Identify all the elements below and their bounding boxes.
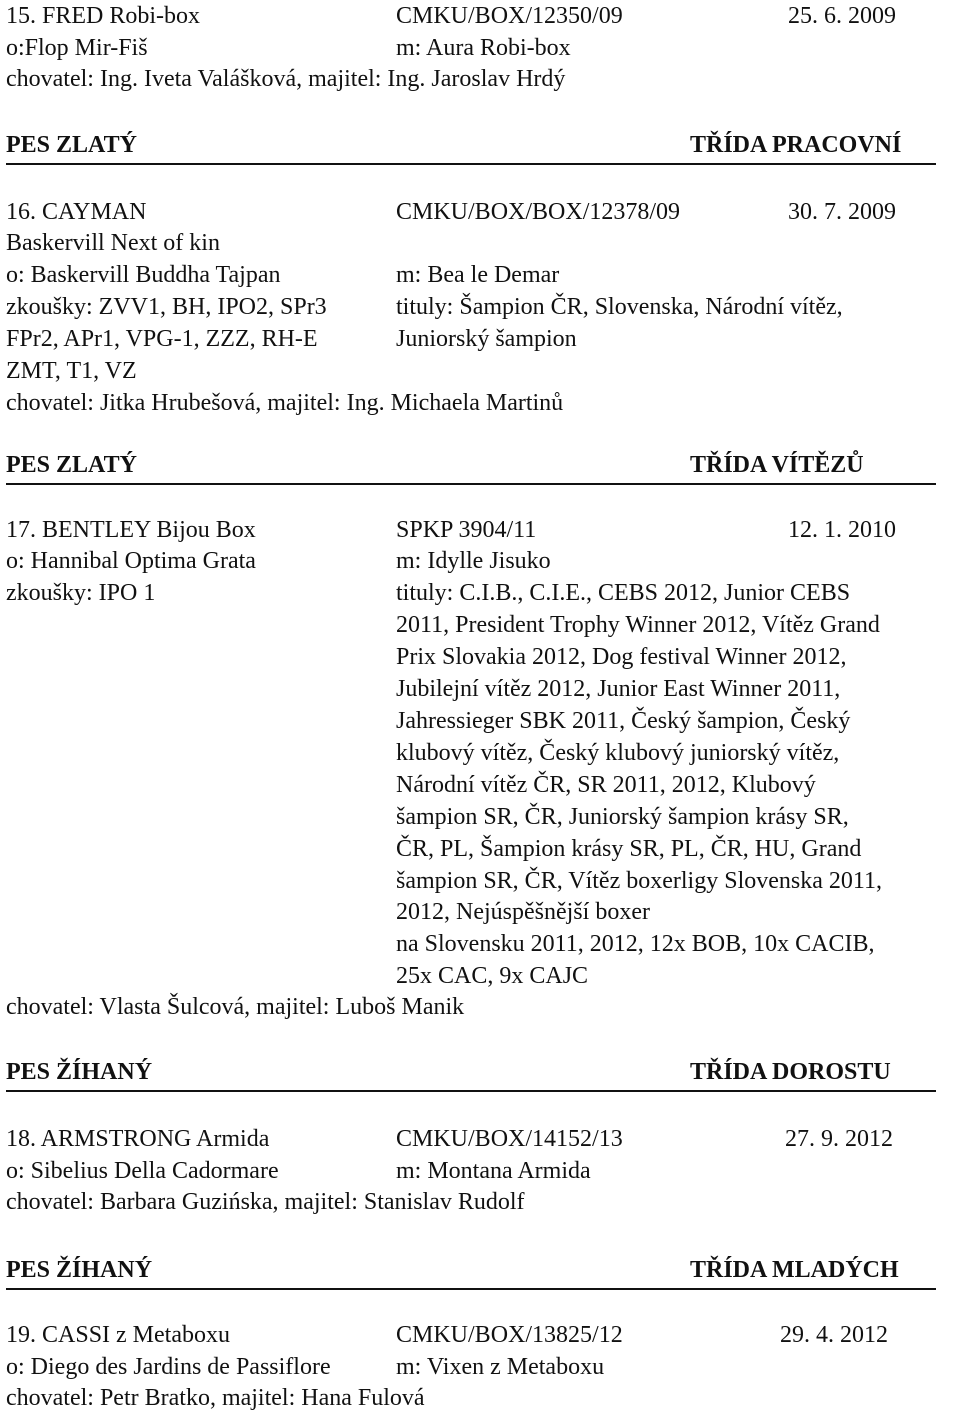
section-header-3-left: PES ŽÍHANÝ xyxy=(6,1059,153,1085)
entry-16-titles-1: tituly: Šampion ČR, Slovenska, Národní vítěz, xyxy=(396,294,843,320)
entry-17-titles-13: 25x CAC, 9x CAJC xyxy=(396,963,589,989)
entry-17-titles-5: Jahressieger SBK 2011, Český šampion, Český xyxy=(396,708,851,734)
section-header-3 xyxy=(6,1060,936,1092)
entry-17-father: o: Hannibal Optima Grata xyxy=(6,548,256,574)
section-header-4-right: TŘÍDA MLADÝCH xyxy=(690,1257,899,1283)
entry-15-mother: m: Aura Robi-box xyxy=(396,35,571,61)
entry-17-titles-10: šampion SR, ČR, Vítěz boxerligy Slovenska 2011, xyxy=(396,868,882,894)
section-header-1-left: PES ZLATÝ xyxy=(6,132,137,158)
entry-17-titles-4: Jubilejní vítěz 2012, Junior East Winner 2011, xyxy=(396,676,841,702)
entry-18-mother: m: Montana Armida xyxy=(396,1158,591,1184)
entry-15-owner: chovatel: Ing. Iveta Valášková, majitel: Ing. Jaroslav Hrdý xyxy=(6,66,566,92)
entry-17-titles-9: ČR, PL, Šampion krásy SR, PL, ČR, HU, Grand xyxy=(396,836,862,862)
entry-19-mother: m: Vixen z Metaboxu xyxy=(396,1354,605,1380)
entry-17-exams-1: zkoušky: IPO 1 xyxy=(6,580,156,606)
section-header-2-right: TŘÍDA VÍTĚZŮ xyxy=(690,452,864,478)
section-header-4 xyxy=(6,1258,936,1290)
entry-18-reg: CMKU/BOX/14152/13 xyxy=(396,1126,623,1152)
section-header-3-right: TŘÍDA DOROSTU xyxy=(690,1059,891,1085)
entry-17-titles-8: šampion SR, ČR, Juniorský šampion krásy SR, xyxy=(396,804,849,830)
section-header-1 xyxy=(6,133,936,165)
entry-19-date: 29. 4. 2012 xyxy=(780,1322,888,1348)
entry-17-titles-6: klubový vítěz, Český klubový juniorský vítěz, xyxy=(396,740,840,766)
entry-17-titles-11: 2012, Nejúspěšnější boxer xyxy=(396,899,650,925)
entry-18-date: 27. 9. 2012 xyxy=(785,1126,893,1152)
entry-15-name: 15. FRED Robi-box xyxy=(6,3,201,29)
entry-19-owner: chovatel: Petr Bratko, majitel: Hana Fulová xyxy=(6,1385,425,1411)
entry-17-titles-2: 2011, President Trophy Winner 2012, Vítěz Grand xyxy=(396,612,880,638)
entry-17-titles-3: Prix Slovakia 2012, Dog festival Winner 2012, xyxy=(396,644,847,670)
entry-16-kennel: Baskervill Next of kin xyxy=(6,230,220,256)
entry-19-name: 19. CASSI z Metaboxu xyxy=(6,1322,230,1348)
entry-18-owner: chovatel: Barbara Guzińska, majitel: Stanislav Rudolf xyxy=(6,1189,525,1215)
entry-16-exams-3: ZMT, T1, VZ xyxy=(6,358,137,384)
entry-19-father: o: Diego des Jardins de Passiflore xyxy=(6,1354,331,1380)
entry-16-mother: m: Bea le Demar xyxy=(396,262,560,288)
entry-16-reg: CMKU/BOX/BOX/12378/09 xyxy=(396,199,681,225)
section-header-1-right: TŘÍDA PRACOVNÍ xyxy=(690,132,902,158)
entry-17-reg: SPKP 3904/11 xyxy=(396,517,537,543)
section-header-2-left: PES ZLATÝ xyxy=(6,452,137,478)
entry-15-father: o:Flop Mir-Fiš xyxy=(6,35,148,61)
entry-17-owner: chovatel: Vlasta Šulcová, majitel: Luboš Manik xyxy=(6,994,465,1020)
entry-15-date: 25. 6. 2009 xyxy=(788,3,896,29)
entry-16-name: 16. CAYMAN xyxy=(6,199,147,225)
entry-17-titles-7: Národní vítěz ČR, SR 2011, 2012, Klubový xyxy=(396,772,816,798)
entry-16-father: o: Baskervill Buddha Tajpan xyxy=(6,262,281,288)
entry-16-date: 30. 7. 2009 xyxy=(788,199,896,225)
entry-16-exams-2: FPr2, APr1, VPG-1, ZZZ, RH-E xyxy=(6,326,318,352)
entry-16-exams-1: zkoušky: ZVV1, BH, IPO2, SPr3 xyxy=(6,294,327,320)
entry-19-reg: CMKU/BOX/13825/12 xyxy=(396,1322,623,1348)
entry-15-reg: CMKU/BOX/12350/09 xyxy=(396,3,623,29)
entry-17-mother: m: Idylle Jisuko xyxy=(396,548,551,574)
entry-16-titles-2: Juniorský šampion xyxy=(396,326,577,352)
entry-17-name: 17. BENTLEY Bijou Box xyxy=(6,517,256,543)
entry-16-owner: chovatel: Jitka Hrubešová, majitel: Ing. Michaela Martinů xyxy=(6,390,564,416)
entry-17-date: 12. 1. 2010 xyxy=(788,517,896,543)
section-header-4-left: PES ŽÍHANÝ xyxy=(6,1257,153,1283)
entry-18-father: o: Sibelius Della Cadormare xyxy=(6,1158,279,1184)
entry-17-titles-1: tituly: C.I.B., C.I.E., CEBS 2012, Junior CEBS xyxy=(396,580,851,606)
section-header-2 xyxy=(6,453,936,485)
entry-18-name: 18. ARMSTRONG Armida xyxy=(6,1126,270,1152)
entry-17-titles-12: na Slovensku 2011, 2012, 12x BOB, 10x CACIB, xyxy=(396,931,875,957)
